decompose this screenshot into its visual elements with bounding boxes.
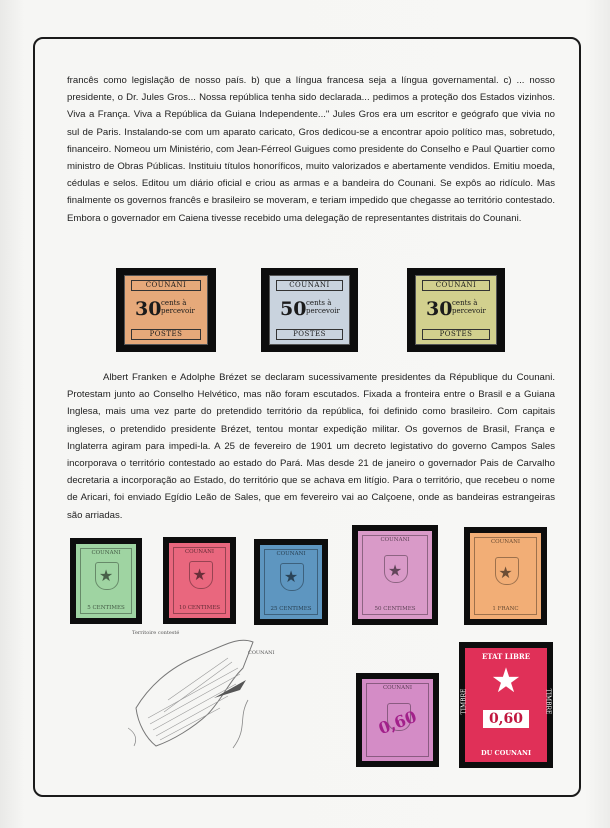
star-icon: ★ [387,561,403,580]
stamp-top-label: ETAT LIBRE [481,652,531,661]
stamp-top-label: COUNANI [276,551,306,557]
stamp-etat-libre [460,648,552,762]
stamp-bottom-label: POSTES [422,329,490,340]
map-sketch [128,628,288,758]
stamp-counani-1fr-orange [470,533,541,619]
map-region-label: COUNANI [248,650,275,656]
stamp-counani-30c-orange [124,275,208,345]
stamp-mount-6 [254,539,328,625]
stamp-bottom-label: 25 CENTIMES [270,606,312,612]
stamp-bottom-label: DU COUNANI [480,749,532,757]
stamp-counani-50c-blue [269,275,350,345]
stamp-cents-label: cents à percevoir [452,299,486,315]
stamp-bottom-label: POSTES [276,329,343,340]
stamp-bottom-label: POSTES [131,329,201,340]
stamp-mount-10 [459,642,553,768]
stamp-counani-10c-red [169,543,230,618]
stamp-counani-25c-blue [260,545,322,619]
star-icon: ★ [490,661,522,701]
paragraph-1: francês como legislação de nosso país. b) que a língua francesa seja a língua governamental. c) ... nosso presidente, o Dr. Jules Gros... Nossa república tenha sido declarada... pedimos a proteção dos Estados vizinhos. Viva a França. Viva a República da Guiana Independente..." Jules Gros era um escritor e geógrafo que vivia no sul de Paris. Instalando-se com um aparato caricato, Gros dedicou-se a encontrar apoio político mas, sobretudo, financeiro. Nomeou um Ministério, com Jean-Férreol Guigues como presidente do Conselho e Paul Quartier como ministro de Obras Públicas. Instituiu títulos honoríficos, muito valorizados e abertamente vendidos. Emitiu moeda, cédulas e selos. Editou um diário oficial e criou as armas e a bandeira do Counani. Se expôs ao ridículo. Mas finalmente os governos francês e brasileiro se moveram, e teriam impedido que chegasse ao território contestado. Embora o governador em Caiena tivesse recebido uma delegação de representantes distritais do Counani. [67,75,555,224]
stamp-value: 30 [135,298,162,320]
stamp-value: 30 [426,298,453,320]
stamp-top-label: COUNANI [422,280,490,291]
stamp-top-label: COUNANI [276,280,343,291]
stamp-counani-overprint [362,679,433,761]
stamp-cents-label: cents à percevoir [161,299,195,315]
stamp-mount-3 [407,268,505,352]
stamp-value: 50 [280,298,307,320]
stamp-bottom-label: 1 FRANC [492,606,519,612]
stamp-mount-2 [261,268,358,352]
stamp-mount-1 [116,268,216,352]
stamp-top-label: COUNANI [490,539,521,545]
stamp-counani-30c-green [415,275,497,345]
stamp-top-label: COUNANI [380,537,410,543]
stamp-mount-4 [70,538,142,624]
stamp-bottom-label: 10 CENTIMES [178,605,221,611]
stamp-top-label: COUNANI [382,685,413,691]
stamp-counani-5c-green [76,544,136,618]
stamp-counani-50c-pink [358,531,432,619]
stamp-bottom-label: 50 CENTIMES [374,606,416,612]
stamp-mount-9 [356,673,439,767]
map-drawing [128,628,288,758]
stamp-value: 0,60 [483,710,529,728]
stamp-mount-7 [352,525,438,625]
stamp-side-left: TIMBRE [460,688,468,715]
overprint-text: 0,60 [375,706,420,739]
stamp-cents-label: cents à percevoir [306,299,340,315]
stamp-top-label: COUNANI [131,280,201,291]
stamp-mount-8 [464,527,547,625]
stamp-top-label: COUNANI [91,550,121,556]
star-icon: ★ [98,566,114,585]
star-icon: ★ [192,565,207,584]
star-icon: ★ [283,567,299,586]
stamp-top-label: COUNANI [184,549,215,555]
stamp-mount-5 [163,537,236,624]
star-icon: ★ [498,563,513,582]
stamp-side-right: TIMBRE [544,688,552,715]
paragraph-2: Albert Franken e Adolphe Brézet se declaram sucessivamente presidentes da République du Counani. Protestam junto ao Conselho Helvético, mas não foram escutados. Fixada a fronteira entre o Brasil e a Guiana Inglesa, mais uma vez parte do pretendido território da república, foi definido como brasileiro. Com capitais ingleses, o pretendido presidente Brézet, tentou montar expedição militar. Os governos de Brasil, França e Inglaterra agiram para impedi-la. A 25 de fevereiro de 1901 um decreto legistativo do governo Campos Sales incorporava o território contestado ao estado do Pará. Mas desde 21 de janeiro o governador Pais de Carvalho decretaria a incorporação ao Estado, do território que se achava em litígio. Para o território, que recebeu o nome de Aricari, foi enviado Egídio Leão de Sales, que em fevereiro vai ao Calçoene, onde as bandeiras estrangeiras são arriadas. [67,372,555,521]
stamp-bottom-label: 5 CENTIMES [87,605,125,611]
map-caption: Territoire contesté [132,630,180,636]
